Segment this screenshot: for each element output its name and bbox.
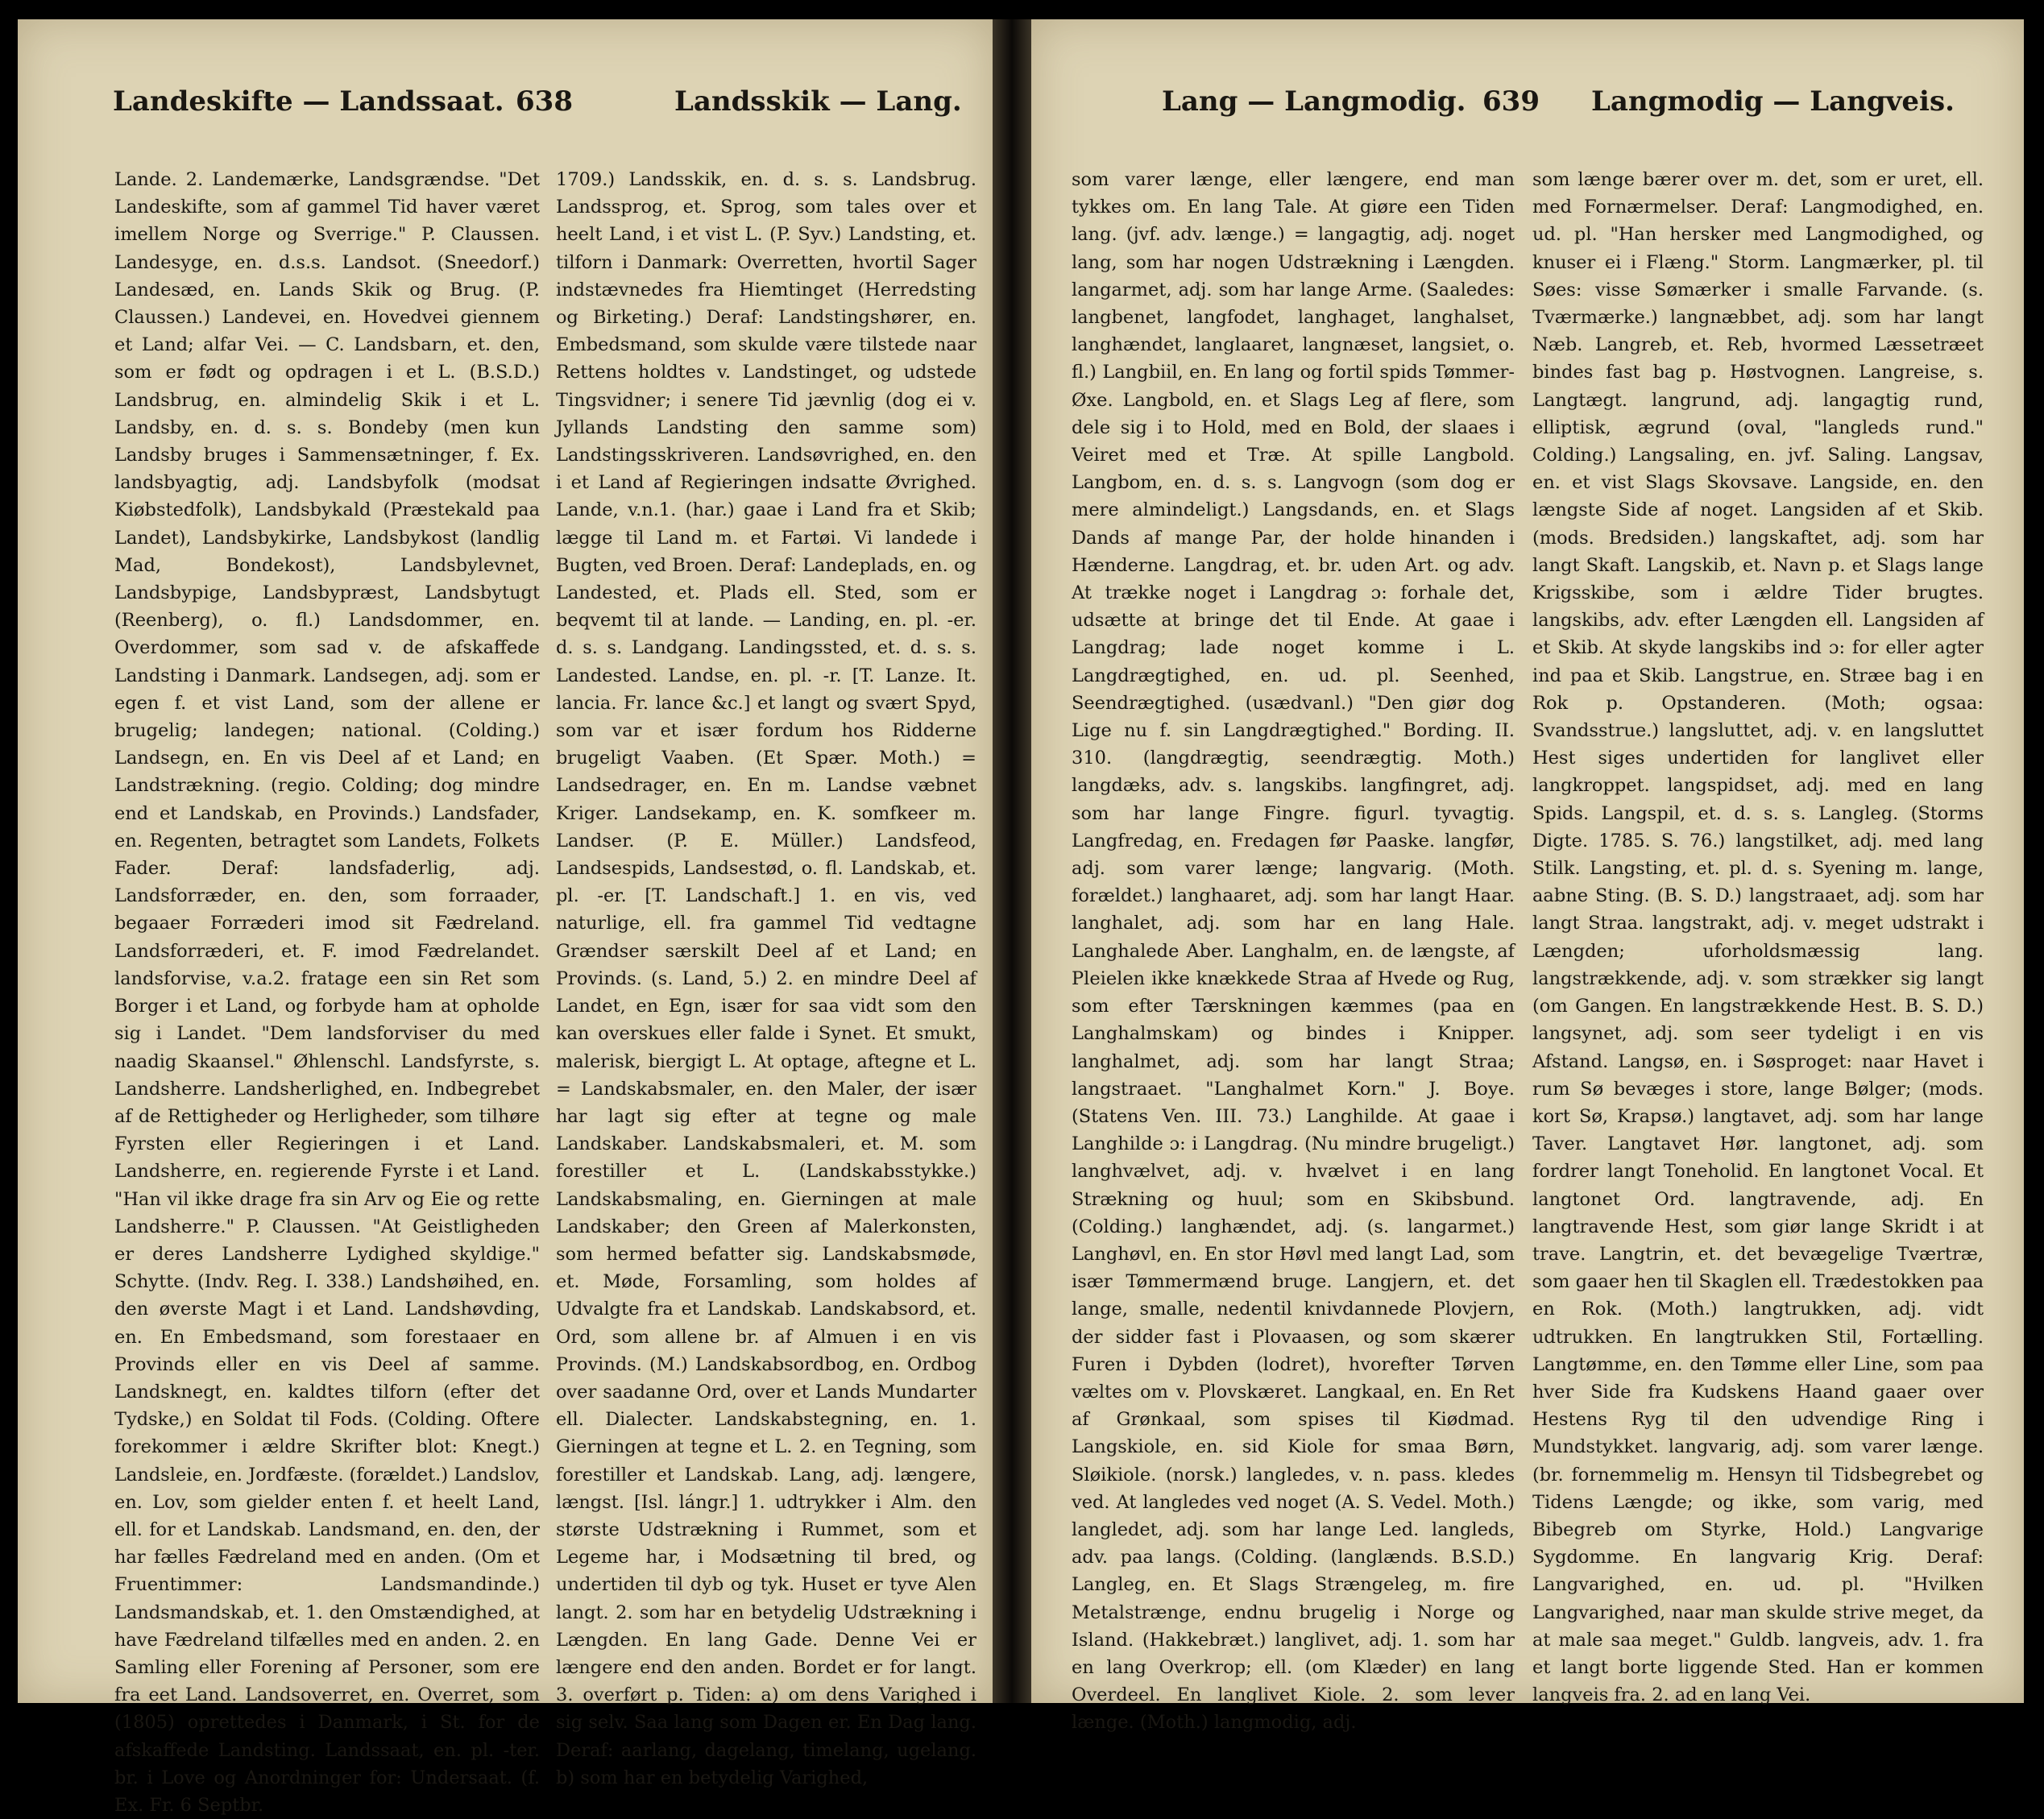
right-page-column-1 — [1072, 166, 1515, 1734]
right-page-column-2 — [1532, 166, 1984, 1706]
left-header-catchword-right: Landsskik — Lang. — [674, 85, 962, 118]
column-text: Lande. 2. Landemærke, Landsgrændse. "Det Landeskifte, som af gammel Tid haver været imellem Norge og Sverrige." P. Claussen. Landesyge, en. d.s.s. Landsot. (Sneedorf.) Landesæd, en. Lands Skik og Brug. (P. Claussen.) Landevei, en. Hovedvei giennem et Land; alfar Vei. — C. Landsbarn, et. den, som er født og opdragen i et L. (B.S.D.) Landsbrug, en. almindelig Skik i et L. Landsby, en. d. s. s. Bondeby (men kun Landsby bruges i Sammensætninger, f. Ex. landsbyagtig, adj. Landsbyfolk (modsat Kiøbstedfolk), Landsbykald (Præstekald paa Landet), Landsbykirke, Landsbykost (landlig Mad, Bondekost), Landsbylevnet, Landsbypige, Landsbypræst, Landsbytugt (Reenberg), o. fl.) Landsdommer, en. Overdommer, som sad v. de afskaffede Landsting i Danmark. Landsegen, adj. som er egen f. et vist Land, som der allene er brugelig; landegen; national. (Colding.) Landsegn, en. En vis Deel af et Land; en Landstrækning. (regio. Colding; dog mindre end et Landskab, en Provinds.) Landsfader, en. Regenten, betragtet som Landets, Folkets Fader. Deraf: landsfaderlig, adj. Landsforræder, en. den, som forraader, begaaer Forræderi imod sit Fædreland. Landsforræderi, et. F. imod Fædrelandet. landsforvise, v.a.2. fratage een sin Ret som Borger i et Land, og forbyde ham at opholde sig i Landet. "Dem landsforviser du med naadig Skaansel." Øhlenschl. Landsfyrste, s. Landsherre. Landsherlighed, en. Indbegrebet af de Rettigheder og Herligheder, som tilhøre Fyrsten eller Regieringen i et Land. Landsherre, en. regierende Fyrste i et Land. "Han vil ikke drage fra sin Arv og Eie og rette Landsherre." P. Claussen. "At Geistligheden er deres Landsherre Lydighed skyldige." Schytte. (Indv. Reg. I. 338.) Landshøihed, en. den øverste Magt i et Land. Landshøvding, en. En Embedsmand, som forestaaer en Provinds eller en vis Deel af samme. Landsknegt, en. kaldtes tilforn (efter det Tydske,) en Soldat til Fods. (Colding. Oftere forekommer i ældre Skrifter blot: Knegt.) Landsleie, en. Jordfæste. (forældet.) Landslov, en. Lov, som gielder enten f. et heelt Land, ell. for et Landskab. Landsmand, en. den, der har fælles Fædreland med en anden. (Om et Fruentimmer: Landsmandinde.) Landsmandskab, et. 1. den Omstændighed, at have Fædreland tilfælles med en anden. 2. en Samling eller Forening af Personer, som ere fra eet Land. Landsoverret, en. Overret, som (1805) oprettedes i Danmark, i St. for de afskaffede Landsting. Landssaat, en. pl. -ter. br. i Love og Anordninger for: Undersaat. (f. Ex. Fr. 6 Septbr. — [114, 169, 540, 1816]
left-page-column-1 — [114, 166, 540, 1816]
left-header-catchword-left: Landeskifte — Landssaat. — [113, 85, 504, 118]
right-page — [1031, 19, 2024, 1734]
column-text: som varer længe, eller længere, end man tykkes om. En lang Tale. At giøre een Tiden lang. (jvf. adv. længe.) = langagtig, adj. noget lang, som har nogen Udstrækning i Længden. langarmet, adj. som har lange Arme. (Saaledes: langbenet, langfodet, langhaget, langhalset, langhændet, langlaaret, langnæset, langsiet, o. fl.) Langbiil, en. En lang og fortil spids Tømmer-Øxe. Langbold, en. et Slags Leg af flere, som dele sig i to Hold, med en Bold, der slaaes i Veiret med et Træ. At spille Langbold. Langbom, en. d. s. s. Langvogn (som dog er mere almindeligt.) Langsdands, en. et Slags Dands af mange Par, der holde hinanden i Hænderne. Langdrag, et. br. uden Art. og adv. At trække noget i Langdrag ɔ: forhale det, udsætte at bringe det til Ende. At gaae i Langdrag; lade noget komme i L. Langdrægtighed, en. ud. pl. Seenhed, Seendrægtighed. (usædvanl.) "Den giør dog Lige nu f. sin Langdrægtighed." Bording. II. 310. (langdrægtig, seendrægtig. Moth.) langdæks, adv. s. langskibs. langfingret, adj. som har lange Fingre. figurl. tyvagtig. Langfredag, en. Fredagen før Paaske. langfør, adj. som varer længe; langvarig. (Moth. forældet.) langhaaret, adj. som har langt Haar. langhalet, adj. som har en lang Hale. Langhalede Aber. Langhalm, en. de længste, af Pleielen ikke knækkede Straa af Hvede og Rug, som efter Tærskningen kæmmes (paa en Langhalmskam) og bindes i Knipper. langhalmet, adj. som har langt Straa; langstraaet. "Langhalmet Korn." J. Boye. (Statens Ven. III. 73.) Langhilde. At gaae i Langhilde ɔ: i Langdrag. (Nu mindre brugeligt.) langhvælvet, adj. v. hvælvet i en lang Strækning og huul; som en Skibsbund. (Colding.) langhændet, adj. (s. langarmet.) Langhøvl, en. En stor Høvl med langt Lad, som især Tømmermænd bruge. Langjern, et. det lange, smalle, nedentil knivdannede Plovjern, der sidder fast i Plovaasen, og som skærer Furen i Dybden (lodret), hvorefter Tørven væltes om v. Plovskæret. Langkaal, en. En Ret af Grønkaal, som spises til Kiødmad. Langskiole, en. sid Kiole for smaa Børn, Sløikiole. (norsk.) langledes, v. n. pass. kledes ved. At langledes ved noget (A. S. Vedel. Moth.) langledet, adj. som har lange Led. langleds, adv. paa langs. (Colding. (langlænds. B.S.D.) Langleg, en. Et Slags Strængeleg, m. fire Metalstrænge, endnu brugelig i Norge og Island. (Hakkebræt.) langlivet, adj. 1. som har en lang Overkrop; ell. (om Klæder) en lang Overdeel. En langlivet Kiole. 2. som lever længe. (Moth.) langmodig, adj. — [1072, 169, 1515, 1734]
left-page-header — [18, 85, 993, 134]
left-page — [18, 19, 993, 1816]
book-gutter — [993, 19, 1031, 1703]
right-header-catchword-right: Langmodig — Langveis. — [1591, 85, 1955, 118]
column-text: som længe bærer over m. det, som er uret, ell. med Fornærmelser. Deraf: Langmodighed, en. ud. pl. "Han hersker med Langmodighed, og knuser ei i Flæng." Storm. Langmærker, pl. til Søes: visse Sømærker i smalle Farvande. (s. Tværmærke.) langnæbbet, adj. som har langt Næb. Langreb, et. Reb, hvormed Læssetræet bindes fast bag p. Høstvognen. Langreise, s. Langtægt. langrund, adj. langagtig rund, elliptisk, ægrund (oval, "langleds rund." Colding.) Langsaling, en. jvf. Saling. Langsav, en. et vist Slags Skovsave. Langside, en. den længste Side af noget. Langsiden af et Skib. (mods. Bredsiden.) langskaftet, adj. som har langt Skaft. Langskib, et. Navn p. et Slags lange Krigsskibe, som i ældre Tider brugtes. langskibs, adv. efter Længden ell. Langsiden af et Skib. At skyde langskibs ind ɔ: for eller agter ind paa et Skib. Langstrue, en. Stræe bag i en Rok p. Opstanderen. (Moth; ogsaa: Svandsstrue.) langsluttet, adj. v. en langsluttet Hest siges undertiden for langlivet eller langkroppet. langspidset, adj. med en lang Spids. Langspil, et. d. s. s. Langleg. (Storms Digte. 1785. S. 76.) langstilket, adj. med lang Stilk. Langsting, et. pl. d. s. Syening m. lange, aabne Sting. (B. S. D.) langstraaet, adj. som har langt Straa. langstrakt, adj. v. meget udstrakt i Længden; uforholdsmæssig lang. langstrækkende, adj. v. som strækker sig langt (om Gangen. En langstrækkende Hest. B. S. D.) langsynet, adj. som seer tydeligt i en vis Afstand. Langsø, en. i Søsproget: naar Havet i rum Sø bevæges i store, lange Bølger; (mods. kort Sø, Krapsø.) langtavet, adj. som har lange Taver. Langtavet Hør. langtonet, adj. som fordrer langt Toneholid. En langtonet Vocal. Et langtonet Ord. langtravende, adj. En langtravende Hest, som giør lange Skridt i at trave. Langtrin, et. det bevægelige Tværtræ, som gaaer hen til Skaglen ell. Trædestokken paa en Rok. (Moth.) langtrukken, adj. vidt udtrukken. En langtrukken Stil, Fortælling. Langtømme, en. den Tømme eller Line, som paa hver Side fra Kudskens Haand gaaer over Hestens Ryg til den udvendige Ring i Mundstykket. langvarig, adj. som varer længe. (br. fornemmelig m. Hensyn til Tidsbegrebet og Tidens Længde; og ikke, som varig, med Bibegreb om Styrke, Hold.) Langvarige Sygdomme. En langvarig Krig. Deraf: Langvarighed, en. ud. pl. "Hvilken Langvarighed, naar man skulde strive meget, da at male saa meget." Guldb. langveis, adv. 1. fra et langt borte liggende Sted. Han er kommen langveis fra. 2. ad en lang Vei. — [1532, 169, 1984, 1706]
right-header-catchword-left: Lang — Langmodig. — [1162, 85, 1466, 118]
column-text: 1709.) Landsskik, en. d. s. s. Landsbrug. Landssprog, et. Sprog, som tales over et heelt Land, i et vist L. (P. Syv.) Landsting, et. tilforn i Danmark: Overretten, hvortil Sager indstævnedes fra Hiemtinget (Herredsting og Birketing.) Deraf: Landstingshører, en. Embedsmand, som skulde være tilstede naar Rettens holdtes v. Landstinget, og udstede Tingsvidner; i senere Tid jævnlig (dog ei v. Jyllands Landsting den samme som) Landstingsskriveren. Landsøvrighed, en. den i et Land af Regieringen indsatte Øvrighed. Lande, v.n.1. (har.) gaae i Land fra et Skib; lægge til Land m. et Fartøi. Vi landede i Bugten, ved Broen. Deraf: Landeplads, en. og Landested, et. Plads ell. Sted, som er beqvemt til at lande. — Landing, en. pl. -er. d. s. s. Landgang. Landingssted, et. d. s. s. Landested. Landse, en. pl. -r. [T. Lanze. It. lancia. Fr. lance &c.] et langt og svært Spyd, som var et især fordum hos Ridderne brugeligt Vaaben. (Et Spær. Moth.) = Landsedrager, en. En m. Landse væbnet Kriger. Landsekamp, en. K. somfkeer m. Landser. (P. E. Müller.) Landsfeod, Landsespids, Landsestød, o. fl. Landskab, et. pl. -er. [T. Landschaft.] 1. en vis, ved naturlige, ell. fra gammel Tid vedtagne Grændser særskilt Deel af et Land; en Provinds. (s. Land, 5.) 2. en mindre Deel af Landet, en Egn, især for saa vidt som den kan overskues eller falde i Synet. Et smukt, malerisk, biergigt L. At optage, aftegne et L. = Landskabsmaler, en. den Maler, der især har lagt sig efter at tegne og male Landskaber. Landskabsmaleri, et. M. som forestiller et L. (Landskabsstykke.) Landskabsmaling, en. Gierningen at male Landskaber; den Green af Malerkonsten, som hermed befatter sig. Landskabsmøde, et. Møde, Forsamling, som holdes af Udvalgte fra et Landskab. Landskabsord, et. Ord, som allene br. af Almuen i en vis Provinds. (M.) Landskabsordbog, en. Ordbog over saadanne Ord, over et Lands Mundarter ell. Dialecter. Landskabstegning, en. 1. Gierningen at tegne et L. 2. en Tegning, som forestiller et Landskab. Lang, adj. længere, længst. [Isl. lángr.] 1. udtrykker i Alm. den største Udstrækning i Rummet, som et Legeme har, i Modsætning til bred, og undertiden til dyb og tyk. Huset er tyve Alen langt. 2. som har en betydelig Udstrækning i Længden. En lang Gade. Denne Vei er længere end den anden. Bordet er for langt. 3. overført p. Tiden: a) om dens Varighed i sig selv. Saa lang som Dagen er. En Dag lang. Deraf: aarlang, dagelang, timelang, ugelang. b) som har en betydelig Varighed, — [556, 169, 976, 1788]
left-page-column-2 — [556, 166, 976, 1788]
right-page-number: 639 — [1482, 85, 1540, 118]
right-page-header — [1031, 85, 2024, 134]
left-page-number: 638 — [516, 85, 573, 118]
